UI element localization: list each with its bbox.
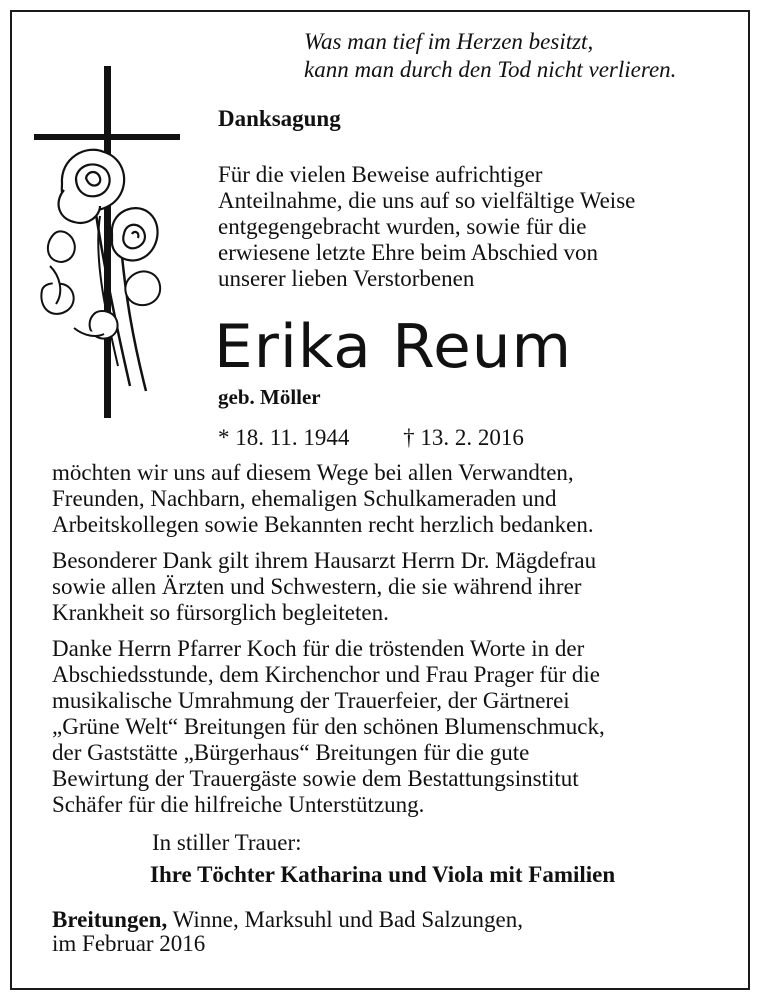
maiden-name: geb. Möller [218, 385, 321, 409]
text-line: Krankheit so fürsorglich begleiteten. [52, 600, 389, 625]
life-dates [218, 425, 524, 451]
text-line: der Gaststätte „Bürgerhaus“ Breitungen für die gute [52, 740, 530, 765]
mourners-names: Ihre Töchter Katharina und Viola mit Familien [150, 862, 616, 887]
thanks-paragraph [52, 460, 732, 538]
place-town: Breitungen, [52, 907, 168, 932]
text-line: „Grüne Welt“ Breitungen für den schönen Blumenschmuck, [52, 714, 605, 739]
text-line: Schäfer für die hilfreiche Unterstützung. [52, 792, 425, 817]
text-line: musikalische Umrahmung der Trauerfeier, der Gärtnerei [52, 688, 570, 713]
motto-line: Was man tief im Herzen besitzt, [304, 29, 594, 54]
text-line: Arbeitskollegen sowie Bekannten recht herzlich bedanken. [52, 512, 594, 537]
text-line: möchten wir uns auf diesem Wege bei allen Verwandten, [52, 460, 574, 485]
text-line: erwiesene letzte Ehre beim Abschied von [218, 240, 598, 265]
text-line: sowie allen Ärzten und Schwestern, die sie während ihrer [52, 574, 582, 599]
doctor-thanks-paragraph [52, 548, 732, 626]
cross-with-roses-icon [34, 66, 182, 418]
date-line: im Februar 2016 [52, 931, 206, 956]
text-line: Freunden, Nachbarn, ehemaligen Schulkameraden und [52, 486, 557, 511]
place-line [52, 908, 523, 932]
funeral-thanks-paragraph [52, 636, 732, 818]
text-line: Für die vielen Beweise aufrichtiger [218, 162, 543, 187]
birth-date: * 18. 11. 1944 [218, 425, 350, 450]
text-line: entgegengebracht wurden, sowie für die [218, 214, 587, 239]
text-line: Bewirtung der Trauergäste sowie dem Bestattungsinstitut [52, 766, 579, 791]
intro-text [218, 162, 635, 292]
notice-heading: Danksagung [218, 106, 341, 131]
text-line: Danke Herrn Pfarrer Koch für die tröstenden Worte in der [52, 636, 585, 661]
deceased-name: Erika Reum [214, 312, 573, 382]
place-and-date [52, 908, 523, 956]
place-others: Winne, Marksuhl und Bad Salzungen, [167, 907, 523, 932]
motto-line: kann man durch den Tod nicht verlieren. [304, 57, 677, 82]
motto-quote [304, 28, 676, 84]
mourning-lead: In stiller Trauer: [152, 830, 302, 855]
text-line: unserer lieben Verstorbenen [218, 266, 475, 291]
text-line: Abschiedsstunde, dem Kirchenchor und Frau Prager für die [52, 662, 601, 687]
text-line: Besonderer Dank gilt ihrem Hausarzt Herrn Dr. Mägdefrau [52, 548, 597, 573]
death-date: † 13. 2. 2016 [403, 425, 524, 450]
text-line: Anteilnahme, die uns auf so vielfältige Weise [218, 188, 636, 213]
